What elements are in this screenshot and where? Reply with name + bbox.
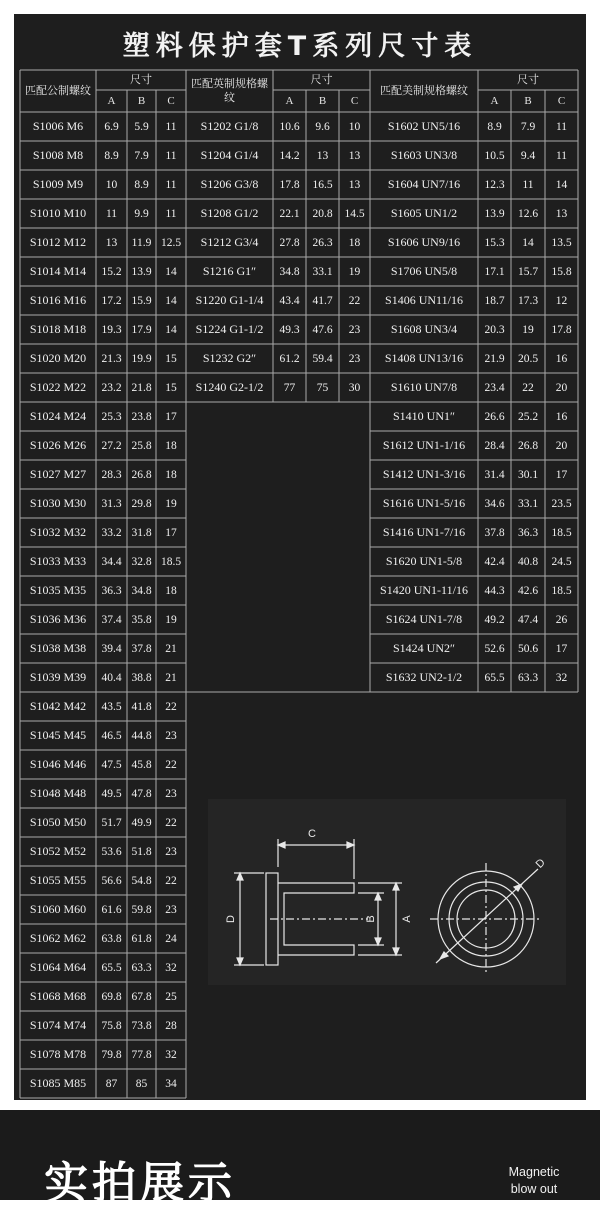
a-value: 36.3	[101, 584, 122, 597]
front-d-label: D	[533, 856, 548, 871]
b-value: 73.8	[131, 1019, 152, 1032]
b-value: 9.4	[520, 149, 536, 162]
c-value: 10	[348, 120, 361, 133]
c-value: 22	[165, 758, 177, 771]
spec-cell: S1706 UN5/8	[390, 264, 458, 278]
c-value: 23	[348, 323, 361, 336]
b-value: 32.8	[131, 555, 152, 568]
header-b-bsp: B	[318, 95, 327, 107]
c-value: 24	[165, 932, 177, 945]
spec-cell: S1039 M39	[29, 670, 87, 684]
c-value: 15.8	[551, 265, 572, 278]
b-value: 14	[522, 236, 534, 249]
a-value: 33.2	[101, 526, 122, 539]
c-value: 22	[348, 294, 361, 307]
a-value: 10	[105, 178, 118, 191]
spec-cell: S1033 M33	[29, 554, 87, 568]
spec-cell: S1048 M48	[29, 786, 87, 800]
b-value: 36.3	[517, 526, 539, 539]
spec-cell: S1050 M50	[29, 815, 87, 829]
spec-cell: S1045 M45	[29, 728, 87, 742]
c-value: 19	[165, 497, 177, 510]
spec-cell: S1612 UN1-1/16	[382, 438, 466, 452]
b-arrow-top	[375, 893, 381, 900]
a-value: 19.3	[101, 323, 122, 336]
spec-cell: S1416 UN1-7/16	[382, 525, 466, 539]
c-value: 23.5	[551, 497, 572, 510]
a-value: 11	[105, 207, 118, 220]
c-value: 13.5	[551, 236, 572, 249]
b-value: 63.3	[131, 961, 152, 974]
a-value: 63.8	[101, 932, 122, 945]
spec-cell: S1009 M9	[32, 177, 84, 191]
header-c-un: C	[557, 95, 566, 107]
b-value: 50.6	[517, 642, 539, 655]
c-value: 11	[555, 149, 568, 162]
b-value: 54.8	[131, 874, 152, 887]
c-value: 18.5	[160, 555, 182, 568]
spec-cell: S1412 UN1-3/16	[382, 467, 466, 481]
footer-title: 实拍展示	[44, 1158, 236, 1209]
a-value: 17.8	[279, 178, 300, 191]
spec-cell: S1216 G1″	[202, 264, 257, 278]
a-value: 34.6	[484, 497, 505, 510]
spec-cell: S1035 M35	[29, 583, 87, 597]
b-value: 11	[522, 178, 534, 191]
c-value: 17	[555, 642, 568, 655]
spec-cell: S1018 M18	[29, 322, 87, 336]
footer-tag	[494, 1164, 574, 1198]
b-value: 59.8	[131, 903, 152, 916]
c-value: 13	[348, 178, 361, 191]
a-value: 61.2	[279, 352, 300, 365]
spec-cell: S1042 M42	[29, 699, 87, 713]
b-value: 40.8	[517, 555, 539, 568]
c-value: 17	[165, 410, 177, 423]
c-label: C	[308, 828, 316, 840]
c-value: 18.5	[551, 584, 572, 597]
b-value: 21.8	[131, 381, 152, 394]
footer-banner	[0, 1110, 600, 1209]
c-value: 26	[555, 613, 568, 626]
a-value: 22.1	[279, 207, 300, 220]
b-value: 16.5	[312, 178, 333, 191]
b-value: 49.9	[131, 816, 152, 829]
footer-tag-line2: blow out	[510, 1182, 558, 1196]
spec-cell: S1604 UN7/16	[387, 177, 461, 191]
spec-cell: S1605 UN1/2	[390, 206, 458, 220]
b-value: 5.9	[134, 120, 149, 133]
a-value: 49.5	[101, 787, 122, 800]
spec-cell: S1024 M24	[29, 409, 87, 423]
b-value: 9.6	[315, 120, 330, 133]
c-arrow-left	[278, 842, 285, 848]
header-c-metric: C	[167, 95, 175, 107]
c-value: 18	[165, 468, 177, 481]
spec-cell: S1420 UN1-11/16	[380, 583, 468, 597]
b-arrow-bottom	[375, 938, 381, 945]
a-value: 43.5	[101, 700, 122, 713]
c-value: 16	[555, 410, 568, 423]
c-value: 16	[555, 352, 568, 365]
spec-cell: S1026 M26	[29, 438, 87, 452]
b-value: 41.7	[312, 294, 333, 307]
header-b-metric: B	[137, 95, 146, 107]
c-value: 14	[555, 178, 568, 191]
b-value: 26.3	[312, 236, 333, 249]
b-value: 25.8	[131, 439, 152, 452]
a-value: 13.9	[484, 207, 505, 220]
c-value: 11	[555, 120, 568, 133]
spec-cell: S1046 M46	[29, 757, 87, 771]
c-value: 18	[165, 439, 177, 452]
a-value: 28.3	[101, 468, 122, 481]
b-value: 17.3	[517, 294, 539, 307]
c-value: 11	[165, 178, 177, 191]
spec-cell: S1603 UN3/8	[390, 148, 458, 162]
c-value: 11	[165, 149, 177, 162]
b-value: 8.9	[134, 178, 149, 191]
a-value: 39.4	[101, 642, 122, 655]
spec-cell: S1212 G3/4	[200, 235, 259, 249]
b-value: 20.8	[312, 207, 333, 220]
a-value: 49.2	[484, 613, 505, 626]
a-value: 26.6	[484, 410, 505, 423]
c-value: 34	[165, 1077, 177, 1090]
a-label: A	[401, 915, 413, 923]
header-size-un: 尺寸	[517, 74, 539, 86]
spec-cell: S1232 G2″	[202, 351, 257, 365]
c-value: 22	[165, 700, 177, 713]
spec-cell: S1410 UN1″	[392, 409, 455, 423]
c-value: 12	[555, 294, 568, 307]
a-value: 40.4	[101, 671, 122, 684]
a-value: 77	[283, 381, 296, 394]
spec-cell: S1610 UN7/8	[390, 380, 458, 394]
c-value: 32	[165, 961, 177, 974]
c-value: 12.5	[160, 236, 182, 249]
spec-cell: S1064 M64	[29, 960, 87, 974]
b-value: 20.5	[517, 352, 539, 365]
b-value: 23.8	[131, 410, 152, 423]
a-value: 52.6	[484, 642, 505, 655]
a-value: 13	[105, 236, 118, 249]
spec-cell: S1424 UN2″	[392, 641, 455, 655]
table-title: 塑料保护套T系列尺寸表	[122, 30, 478, 62]
spec-cell: S1052 M52	[29, 844, 87, 858]
spec-cell: S1027 M27	[29, 467, 87, 481]
b-value: 77.8	[131, 1048, 152, 1061]
a-value: 28.4	[484, 439, 505, 452]
c-value: 32	[165, 1048, 177, 1061]
header-a-un: A	[490, 95, 499, 107]
c-value: 19	[348, 265, 361, 278]
a-value: 8.9	[104, 149, 119, 162]
c-value: 18.5	[551, 526, 572, 539]
c-value: 17.8	[551, 323, 572, 336]
a-value: 65.5	[484, 671, 505, 684]
a-value: 25.3	[101, 410, 122, 423]
a-value: 14.2	[279, 149, 300, 162]
spec-cell: S1030 M30	[29, 496, 87, 510]
footer-tag-line1: Magnetic	[508, 1165, 560, 1179]
a-value: 61.6	[101, 903, 122, 916]
spec-cell: S1632 UN2-1/2	[385, 670, 463, 684]
b-value: 59.4	[312, 352, 333, 365]
c-value: 13	[348, 149, 361, 162]
header-a-metric: A	[107, 95, 116, 107]
spec-cell: S1406 UN11/16	[385, 293, 463, 307]
a-value: 27.8	[279, 236, 300, 249]
b-value: 30.1	[517, 468, 539, 481]
spec-cell: S1408 UN13/16	[384, 351, 464, 365]
a-value: 27.2	[101, 439, 122, 452]
b-value: 85	[135, 1077, 148, 1090]
b-value: 61.8	[131, 932, 152, 945]
spec-cell: S1022 M22	[29, 380, 87, 394]
header-size-metric: 尺寸	[130, 74, 152, 86]
spec-cell: S1038 M38	[29, 641, 87, 655]
c-value: 13	[555, 207, 568, 220]
b-value: 37.8	[131, 642, 152, 655]
b-value: 15.7	[517, 265, 539, 278]
b-value: 47.8	[131, 787, 152, 800]
b-value: 31.8	[131, 526, 152, 539]
spec-cell: S1062 M62	[29, 931, 87, 945]
a-value: 23.2	[101, 381, 122, 394]
header-metric: 匹配公制螺纹	[25, 85, 91, 97]
c-arrow-right	[347, 842, 354, 848]
d-label: D	[225, 915, 237, 923]
b-value: 63.3	[517, 671, 539, 684]
b-value: 75	[316, 381, 329, 394]
c-value: 24.5	[551, 555, 572, 568]
d-arrow-top	[237, 873, 243, 880]
a-value: 87	[105, 1077, 118, 1090]
spec-cell: S1624 UN1-7/8	[385, 612, 463, 626]
b-value: 42.6	[517, 584, 539, 597]
spec-cell: S1085 M85	[29, 1076, 87, 1090]
a-value: 31.3	[101, 497, 122, 510]
a-value: 44.3	[484, 584, 505, 597]
spec-cell: S1055 M55	[29, 873, 87, 887]
header-un: 匹配美制规格螺纹	[380, 85, 468, 97]
b-value: 19	[522, 323, 534, 336]
a-arrow-top	[393, 883, 399, 890]
a-value: 69.8	[101, 990, 122, 1003]
b-value: 17.9	[131, 323, 152, 336]
b-value: 12.6	[517, 207, 539, 220]
c-value: 28	[165, 1019, 177, 1032]
a-value: 15.3	[484, 236, 505, 249]
a-value: 46.5	[101, 729, 122, 742]
header-bsp: 匹配英制规格螺纹	[191, 78, 268, 104]
a-value: 37.4	[101, 613, 122, 626]
b-value: 47.4	[517, 613, 539, 626]
b-value: 7.9	[520, 120, 536, 133]
c-value: 32	[555, 671, 568, 684]
b-value: 19.9	[131, 352, 152, 365]
a-value: 65.5	[101, 961, 122, 974]
b-value: 33.1	[312, 265, 333, 278]
b-value: 25.2	[517, 410, 539, 423]
a-value: 75.8	[101, 1019, 122, 1032]
c-value: 11	[165, 207, 177, 220]
spec-cell: S1036 M36	[29, 612, 87, 626]
a-value: 51.7	[101, 816, 122, 829]
spec-cell: S1206 G3/8	[200, 177, 259, 191]
a-value: 8.9	[487, 120, 502, 133]
a-value: 56.6	[101, 874, 122, 887]
b-value: 67.8	[131, 990, 152, 1003]
c-value: 15	[165, 352, 177, 365]
c-value: 20	[555, 381, 568, 394]
c-value: 23	[165, 903, 177, 916]
a-value: 53.6	[101, 845, 122, 858]
c-value: 19	[165, 613, 177, 626]
b-value: 41.8	[131, 700, 152, 713]
c-value: 23	[165, 729, 177, 742]
spec-cell: S1616 UN1-5/16	[382, 496, 466, 510]
c-value: 14	[165, 323, 177, 336]
header-size-bsp: 尺寸	[310, 74, 333, 86]
spec-cell: S1016 M16	[29, 293, 87, 307]
a-value: 43.4	[279, 294, 300, 307]
c-value: 14.5	[344, 207, 365, 220]
c-value: 22	[165, 816, 177, 829]
spec-cell: S1240 G2-1/2	[195, 380, 264, 394]
spec-cell: S1204 G1/4	[200, 148, 259, 162]
a-value: 34.8	[279, 265, 300, 278]
spec-cell: S1074 M74	[29, 1018, 87, 1032]
a-value: 15.2	[101, 265, 122, 278]
spec-cell: S1602 UN5/16	[387, 119, 461, 133]
spec-cell: S1068 M68	[29, 989, 87, 1003]
a-value: 79.8	[101, 1048, 122, 1061]
spec-cell: S1060 M60	[29, 902, 87, 916]
header-b-un: B	[524, 95, 532, 107]
c-value: 11	[165, 120, 177, 133]
a-value: 20.3	[484, 323, 505, 336]
b-value: 26.8	[131, 468, 152, 481]
spec-cell: S1620 UN1-5/8	[385, 554, 463, 568]
b-value: 35.8	[131, 613, 152, 626]
a-value: 12.3	[484, 178, 505, 191]
c-value: 15	[165, 381, 177, 394]
b-value: 22	[522, 381, 534, 394]
b-value: 51.8	[131, 845, 152, 858]
b-value: 15.9	[131, 294, 152, 307]
dimension-diagram	[208, 799, 566, 985]
spec-cell: S1032 M32	[29, 525, 87, 539]
a-value: 6.9	[104, 120, 119, 133]
b-value: 44.8	[131, 729, 152, 742]
a-value: 47.5	[101, 758, 122, 771]
b-value: 34.8	[131, 584, 152, 597]
c-value: 21	[165, 642, 177, 655]
header-a-bsp: A	[285, 95, 294, 107]
c-value: 14	[165, 294, 177, 307]
spec-cell: S1078 M78	[29, 1047, 87, 1061]
spec-cell: S1208 G1/2	[200, 206, 259, 220]
a-arrow-bottom	[393, 948, 399, 955]
b-label: B	[365, 915, 377, 923]
b-value: 9.9	[134, 207, 149, 220]
b-value: 13.9	[131, 265, 152, 278]
a-value: 23.4	[484, 381, 505, 394]
a-value: 18.7	[484, 294, 505, 307]
spec-cell: S1020 M20	[29, 351, 87, 365]
a-value: 21.9	[484, 352, 505, 365]
spec-cell: S1224 G1-1/2	[195, 322, 264, 336]
spec-cell: S1006 M6	[32, 119, 84, 133]
c-value: 22	[165, 874, 177, 887]
c-value: 25	[165, 990, 177, 1003]
a-value: 37.8	[484, 526, 505, 539]
spec-cell: S1010 M10	[29, 206, 87, 220]
d-arrow-bottom	[237, 958, 243, 965]
a-value: 31.4	[484, 468, 505, 481]
a-value: 21.3	[101, 352, 122, 365]
c-value: 18	[165, 584, 177, 597]
spec-cell: S1202 G1/8	[200, 119, 259, 133]
b-value: 38.8	[131, 671, 152, 684]
c-value: 20	[555, 439, 568, 452]
c-value: 18	[348, 236, 361, 249]
spec-cell: S1608 UN3/4	[390, 322, 458, 336]
b-value: 29.8	[131, 497, 152, 510]
b-value: 11.9	[131, 236, 152, 249]
c-value: 21	[165, 671, 177, 684]
a-value: 10.5	[484, 149, 505, 162]
header-c-bsp: C	[350, 95, 359, 107]
c-value: 17	[555, 468, 568, 481]
c-value: 30	[348, 381, 361, 394]
b-value: 26.8	[517, 439, 539, 452]
spec-cell: S1220 G1-1/4	[195, 293, 264, 307]
a-value: 17.2	[101, 294, 122, 307]
a-value: 10.6	[279, 120, 300, 133]
c-value: 23	[165, 787, 177, 800]
c-value: 17	[165, 526, 177, 539]
spec-cell: S1014 M14	[29, 264, 87, 278]
a-value: 17.1	[484, 265, 505, 278]
a-value: 42.4	[484, 555, 505, 568]
b-value: 47.6	[312, 323, 333, 336]
c-value: 14	[165, 265, 177, 278]
c-value: 23	[165, 845, 177, 858]
a-value: 34.4	[101, 555, 122, 568]
b-value: 33.1	[517, 497, 539, 510]
spec-cell: S1606 UN9/16	[387, 235, 461, 249]
a-value: 49.3	[279, 323, 300, 336]
b-value: 45.8	[131, 758, 152, 771]
spec-cell: S1012 M12	[29, 235, 87, 249]
b-value: 7.9	[134, 149, 149, 162]
b-value: 13	[316, 149, 329, 162]
spec-cell: S1008 M8	[32, 148, 84, 162]
c-value: 23	[348, 352, 361, 365]
